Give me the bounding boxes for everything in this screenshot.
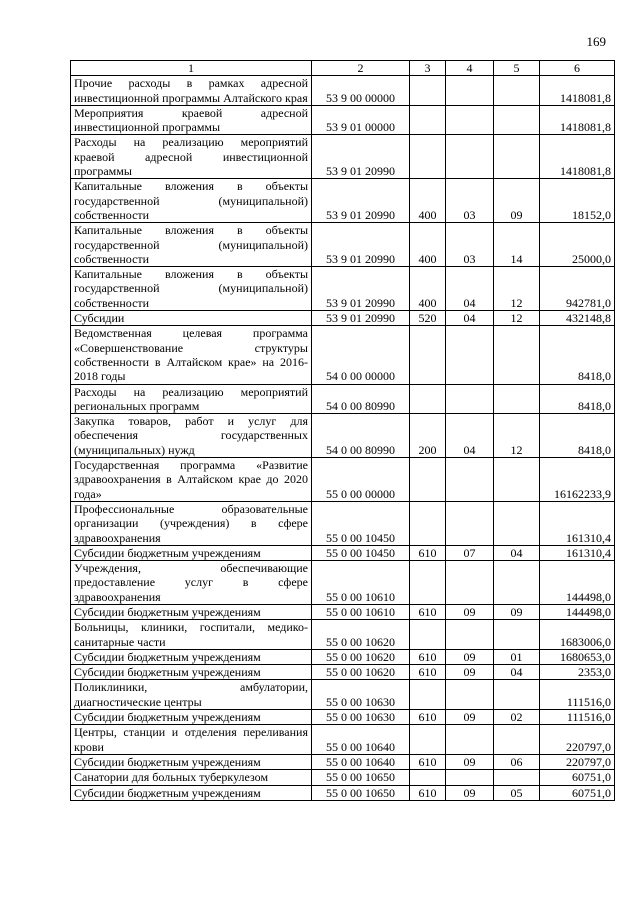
- cell-amount: 432148,8: [540, 311, 615, 326]
- cell-subsection: [494, 326, 540, 384]
- cell-type: 610: [410, 649, 446, 664]
- cell-type: [410, 770, 446, 785]
- cell-type: [410, 326, 446, 384]
- cell-section: [446, 76, 494, 106]
- cell-name: Субсидии бюджетным учреждениям: [71, 754, 312, 769]
- cell-amount: 8418,0: [540, 326, 615, 384]
- cell-code: 55 0 00 10650: [312, 785, 410, 800]
- cell-code: 53 9 00 00000: [312, 76, 410, 106]
- cell-subsection: 04: [494, 545, 540, 560]
- cell-name: Поликлиники, амбулатории, диагностические центры: [71, 680, 312, 710]
- cell-name: Закупка товаров, работ и услуг для обеспечения государственных (муниципальных) нужд: [71, 414, 312, 458]
- cell-type: 520: [410, 311, 446, 326]
- cell-code: 55 0 00 10640: [312, 725, 410, 755]
- table-row: [71, 179, 615, 223]
- cell-type: 200: [410, 414, 446, 458]
- cell-code: 55 0 00 10450: [312, 545, 410, 560]
- cell-type: 610: [410, 604, 446, 619]
- cell-subsection: 01: [494, 649, 540, 664]
- cell-name: Субсидии бюджетным учреждениям: [71, 545, 312, 560]
- cell-subsection: [494, 458, 540, 502]
- table-row: [71, 76, 615, 106]
- cell-code: 55 0 00 10610: [312, 561, 410, 605]
- cell-subsection: [494, 770, 540, 785]
- cell-name: Учреждения, обеспечивающие предоставление услуг в сфере здравоохранения: [71, 561, 312, 605]
- cell-code: 53 9 01 20990: [312, 179, 410, 223]
- table-row: [71, 384, 615, 414]
- cell-code: 54 0 00 80990: [312, 384, 410, 414]
- cell-amount: 161310,4: [540, 501, 615, 545]
- cell-name: Расходы на реализацию мероприятий региональных программ: [71, 384, 312, 414]
- cell-section: [446, 384, 494, 414]
- cell-section: 07: [446, 545, 494, 560]
- cell-amount: 942781,0: [540, 267, 615, 311]
- cell-amount: 1418081,8: [540, 76, 615, 106]
- cell-subsection: 06: [494, 754, 540, 769]
- header-col-6: 6: [540, 61, 615, 76]
- cell-name: Центры, станции и отделения переливания крови: [71, 725, 312, 755]
- cell-code: 55 0 00 10620: [312, 665, 410, 680]
- cell-type: [410, 384, 446, 414]
- cell-amount: 18152,0: [540, 179, 615, 223]
- cell-amount: 111516,0: [540, 710, 615, 725]
- cell-type: 400: [410, 267, 446, 311]
- table-row: [71, 223, 615, 267]
- cell-code: 53 9 01 20990: [312, 223, 410, 267]
- cell-type: [410, 135, 446, 179]
- cell-section: 09: [446, 665, 494, 680]
- cell-subsection: [494, 135, 540, 179]
- cell-name: Субсидии бюджетным учреждениям: [71, 785, 312, 800]
- cell-type: 400: [410, 179, 446, 223]
- cell-name: Санатории для больных туберкулезом: [71, 770, 312, 785]
- header-col-4: 4: [446, 61, 494, 76]
- table-row: [71, 326, 615, 384]
- table-row: [71, 680, 615, 710]
- cell-amount: 1418081,8: [540, 135, 615, 179]
- cell-code: 53 9 01 20990: [312, 135, 410, 179]
- cell-amount: 1680653,0: [540, 649, 615, 664]
- cell-subsection: 05: [494, 785, 540, 800]
- cell-subsection: [494, 620, 540, 650]
- cell-amount: 111516,0: [540, 680, 615, 710]
- cell-type: 610: [410, 710, 446, 725]
- cell-amount: 220797,0: [540, 754, 615, 769]
- cell-type: [410, 680, 446, 710]
- cell-section: [446, 561, 494, 605]
- page-number: 169: [586, 34, 606, 49]
- table-row: [71, 561, 615, 605]
- table-row: [71, 710, 615, 725]
- cell-section: 03: [446, 223, 494, 267]
- table-row: [71, 311, 615, 326]
- cell-section: [446, 105, 494, 135]
- cell-amount: 8418,0: [540, 414, 615, 458]
- cell-section: [446, 770, 494, 785]
- cell-subsection: 14: [494, 223, 540, 267]
- cell-section: 09: [446, 710, 494, 725]
- cell-section: 03: [446, 179, 494, 223]
- cell-subsection: [494, 561, 540, 605]
- cell-amount: 1418081,8: [540, 105, 615, 135]
- cell-type: 400: [410, 223, 446, 267]
- cell-section: [446, 501, 494, 545]
- cell-section: [446, 326, 494, 384]
- cell-name: Мероприятия краевой адресной инвестиционной программы: [71, 105, 312, 135]
- cell-code: 53 9 01 20990: [312, 267, 410, 311]
- cell-section: 04: [446, 414, 494, 458]
- cell-type: 610: [410, 545, 446, 560]
- cell-subsection: 04: [494, 665, 540, 680]
- cell-subsection: [494, 725, 540, 755]
- cell-amount: 60751,0: [540, 785, 615, 800]
- cell-name: Капитальные вложения в объекты государственной (муниципальной) собственности: [71, 223, 312, 267]
- cell-type: [410, 501, 446, 545]
- cell-section: [446, 135, 494, 179]
- cell-code: 55 0 00 10450: [312, 501, 410, 545]
- cell-type: [410, 105, 446, 135]
- cell-code: 53 9 01 20990: [312, 311, 410, 326]
- cell-type: [410, 725, 446, 755]
- header-row: [71, 61, 615, 76]
- cell-name: Государственная программа «Развитие здравоохранения в Алтайском крае до 2020 года»: [71, 458, 312, 502]
- cell-code: 54 0 00 00000: [312, 326, 410, 384]
- cell-name: Субсидии: [71, 311, 312, 326]
- cell-amount: 1683006,0: [540, 620, 615, 650]
- cell-name: Прочие расходы в рамках адресной инвестиционной программы Алтайского края: [71, 76, 312, 106]
- table-row: [71, 725, 615, 755]
- table-row: [71, 545, 615, 560]
- cell-section: [446, 680, 494, 710]
- cell-type: [410, 458, 446, 502]
- cell-subsection: [494, 680, 540, 710]
- cell-subsection: 12: [494, 414, 540, 458]
- table-row: [71, 414, 615, 458]
- table-row: [71, 649, 615, 664]
- cell-section: 04: [446, 267, 494, 311]
- cell-section: 09: [446, 785, 494, 800]
- table-row: [71, 501, 615, 545]
- cell-code: 55 0 00 10620: [312, 649, 410, 664]
- cell-code: 55 0 00 10610: [312, 604, 410, 619]
- cell-subsection: 12: [494, 267, 540, 311]
- cell-section: 09: [446, 649, 494, 664]
- cell-subsection: [494, 501, 540, 545]
- cell-amount: 220797,0: [540, 725, 615, 755]
- cell-amount: 16162233,9: [540, 458, 615, 502]
- cell-code: 55 0 00 10630: [312, 680, 410, 710]
- cell-type: [410, 561, 446, 605]
- cell-name: Субсидии бюджетным учреждениям: [71, 665, 312, 680]
- cell-name: Субсидии бюджетным учреждениям: [71, 649, 312, 664]
- table-row: [71, 785, 615, 800]
- cell-type: 610: [410, 785, 446, 800]
- cell-amount: 161310,4: [540, 545, 615, 560]
- header-col-5: 5: [494, 61, 540, 76]
- cell-name: Капитальные вложения в объекты государственной (муниципальной) собственности: [71, 267, 312, 311]
- cell-subsection: 12: [494, 311, 540, 326]
- cell-type: [410, 76, 446, 106]
- cell-code: 55 0 00 00000: [312, 458, 410, 502]
- table-row: [71, 267, 615, 311]
- table-row: [71, 665, 615, 680]
- table-row: [71, 620, 615, 650]
- cell-name: Субсидии бюджетным учреждениям: [71, 710, 312, 725]
- cell-code: 55 0 00 10630: [312, 710, 410, 725]
- header-col-2: 2: [312, 61, 410, 76]
- cell-amount: 144498,0: [540, 604, 615, 619]
- cell-amount: 144498,0: [540, 561, 615, 605]
- cell-section: 09: [446, 604, 494, 619]
- cell-subsection: [494, 105, 540, 135]
- cell-code: 55 0 00 10650: [312, 770, 410, 785]
- header-col-3: 3: [410, 61, 446, 76]
- cell-subsection: [494, 76, 540, 106]
- cell-type: [410, 620, 446, 650]
- cell-subsection: 09: [494, 604, 540, 619]
- cell-subsection: 09: [494, 179, 540, 223]
- cell-code: 55 0 00 10640: [312, 754, 410, 769]
- header-col-1: 1: [71, 61, 312, 76]
- cell-amount: 25000,0: [540, 223, 615, 267]
- cell-code: 53 9 01 00000: [312, 105, 410, 135]
- cell-name: Расходы на реализацию мероприятий краевой адресной инвестиционной программы: [71, 135, 312, 179]
- cell-name: Профессиональные образовательные организации (учреждения) в сфере здравоохранения: [71, 501, 312, 545]
- cell-section: 04: [446, 311, 494, 326]
- cell-subsection: [494, 384, 540, 414]
- cell-section: [446, 725, 494, 755]
- table-row: [71, 604, 615, 619]
- table-row: [71, 135, 615, 179]
- cell-code: 54 0 00 80990: [312, 414, 410, 458]
- cell-section: [446, 458, 494, 502]
- cell-name: Субсидии бюджетным учреждениям: [71, 604, 312, 619]
- cell-amount: 60751,0: [540, 770, 615, 785]
- cell-section: [446, 620, 494, 650]
- budget-table: [70, 60, 615, 801]
- cell-subsection: 02: [494, 710, 540, 725]
- table-row: [71, 770, 615, 785]
- cell-amount: 2353,0: [540, 665, 615, 680]
- cell-name: Больницы, клиники, госпитали, медико-санитарные части: [71, 620, 312, 650]
- cell-type: 610: [410, 665, 446, 680]
- cell-amount: 8418,0: [540, 384, 615, 414]
- table-row: [71, 754, 615, 769]
- cell-name: Капитальные вложения в объекты государственной (муниципальной) собственности: [71, 179, 312, 223]
- table-row: [71, 458, 615, 502]
- table-row: [71, 105, 615, 135]
- cell-code: 55 0 00 10620: [312, 620, 410, 650]
- cell-type: 610: [410, 754, 446, 769]
- cell-name: Ведомственная целевая программа «Совершенствование структуры собственности в Алтайском крае» на 2016-2018 годы: [71, 326, 312, 384]
- cell-section: 09: [446, 754, 494, 769]
